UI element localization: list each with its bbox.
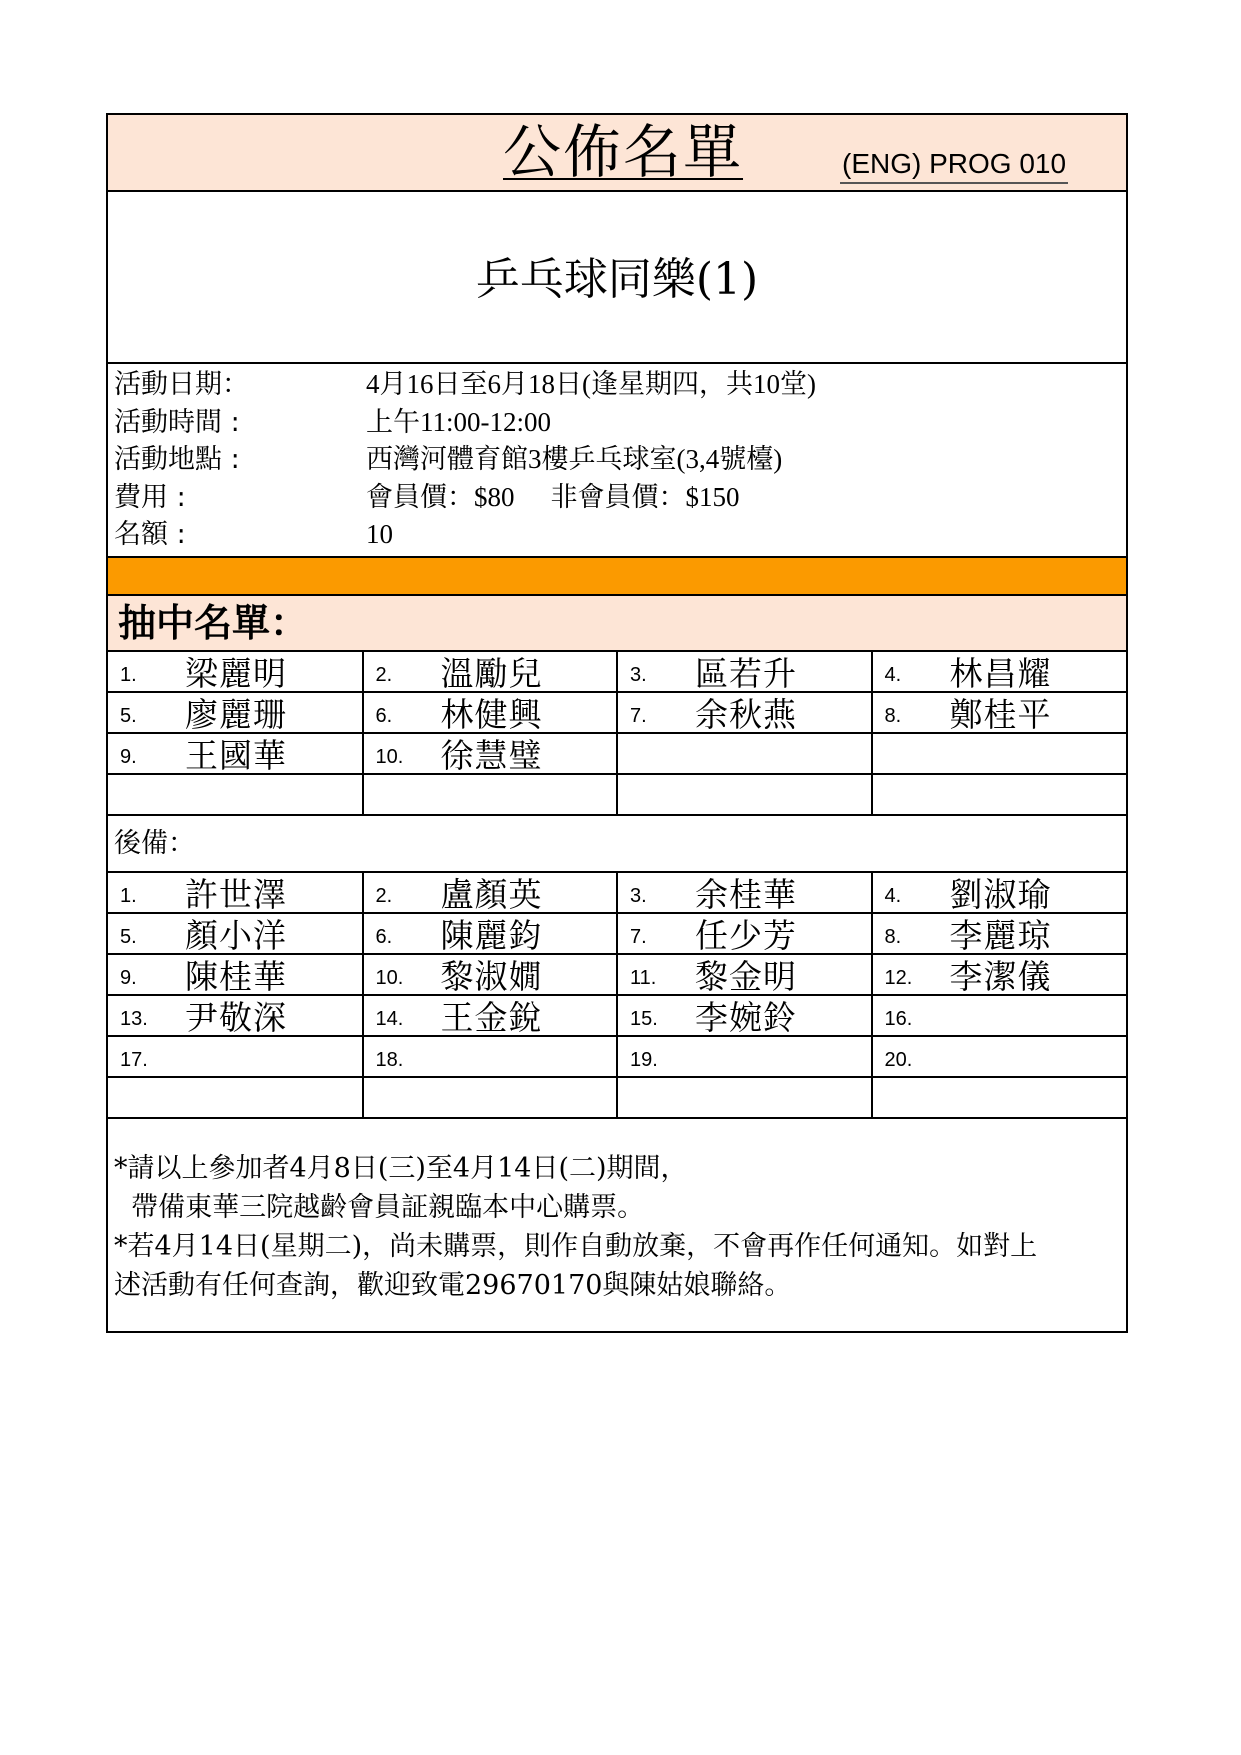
info-value: 10 [366,519,393,549]
name-cell [872,995,1127,1036]
drawn-heading-text: 抽中名單： [118,601,309,645]
divider-band [108,558,1126,596]
member-fee: 會員價：$80 [366,481,515,512]
name-cell [617,692,872,733]
participant-name: 王國華 [185,736,287,775]
name-cell [872,774,1127,815]
participant-name: 廖麗珊 [185,695,287,734]
participant-name: 李婉鈴 [695,998,797,1037]
entry-number: 10. [375,967,404,989]
info-row-fee [108,479,1126,517]
name-cell [363,1036,618,1077]
info-label: 名額 : [114,519,186,550]
info-label: 活動時間 : [114,406,240,438]
entry-number: 17. [120,1049,148,1071]
name-cell [872,733,1127,774]
name-cell [108,692,363,733]
name-cell [872,873,1127,913]
name-cell [363,954,618,995]
participant-name: 區若升 [695,654,797,693]
entry-number: 18. [375,1049,404,1071]
entry-number: 3. [630,885,647,907]
entry-number: 7. [630,926,647,948]
drawn-table [108,652,1126,816]
entry-number: 1. [120,885,137,907]
name-cell [872,692,1127,733]
info-row-time [108,404,1126,442]
table-row [108,913,1126,954]
notice-header [108,115,1126,192]
name-cell [363,913,618,954]
info-value: 4月16日至6月18日(逢星期四，共10堂) [366,369,816,399]
participant-name: 王金銳 [440,998,543,1037]
name-cell [617,873,872,913]
participant-name: 劉淑瑜 [949,875,1052,914]
participant-name: 尹敬深 [185,998,287,1037]
name-cell [363,652,618,692]
participant-name: 黎金明 [695,957,797,996]
name-cell [363,873,618,913]
name-cell [108,913,363,954]
table-row [108,774,1126,815]
participant-name: 盧顏英 [440,875,543,914]
participant-name: 鄭桂平 [949,695,1052,734]
table-row [108,733,1126,774]
participant-name: 顏小洋 [185,916,287,955]
participant-name: 林健興 [440,695,543,734]
name-cell [363,1077,618,1118]
entry-number: 5. [120,705,137,727]
info-value: 上午11:00-12:00 [366,406,551,437]
participant-name: 許世澤 [185,875,287,914]
participant-name: 李麗琼 [949,916,1052,955]
entry-number: 13. [120,1008,148,1030]
participant-name: 余秋燕 [695,695,797,734]
entry-number: 20. [884,1049,913,1071]
entry-number: 14. [375,1008,404,1030]
name-cell [108,774,363,815]
participant-name: 陳麗鈞 [440,916,543,955]
table-row [108,1036,1126,1077]
table-row [108,652,1126,692]
page-title: 公佈名單 [503,118,744,186]
name-cell [363,995,618,1036]
name-cell [872,1036,1127,1077]
name-cell [617,1036,872,1077]
info-row-venue [108,441,1126,479]
info-row-quota [108,516,1126,554]
entry-number: 6. [375,926,393,948]
participant-name: 余桂華 [695,875,797,914]
name-cell [617,995,872,1036]
name-cell [872,652,1127,692]
participant-name: 溫勵兒 [440,654,543,693]
activity-title-band [108,192,1126,364]
entry-number: 15. [630,1008,658,1030]
note-line: 帶備東華三院越齡會員証親臨本中心購票。 [114,1192,645,1223]
entry-number: 10. [375,746,404,768]
name-cell [617,774,872,815]
entry-number: 4. [884,664,902,686]
entry-number: 9. [120,746,137,768]
activity-info [108,364,1126,558]
entry-number: 8. [884,705,902,727]
participant-name: 梁麗明 [185,654,287,693]
name-cell [617,954,872,995]
drawn-list-heading [108,596,1126,652]
activity-title: 乒乓球同樂(1) [475,254,759,305]
reserve-list-heading [108,816,1126,873]
info-row-date [108,366,1126,404]
name-cell [108,1036,363,1077]
info-value [366,479,740,517]
name-cell [872,913,1127,954]
info-label: 費用 : [114,481,186,513]
name-cell [617,733,872,774]
name-cell [872,954,1127,995]
name-cell [872,1077,1127,1118]
name-cell [108,954,363,995]
name-cell [617,913,872,954]
name-cell [363,774,618,815]
participant-name: 李潔儀 [949,957,1052,996]
table-row [108,873,1126,913]
entry-number: 12. [884,967,913,989]
entry-number: 1. [120,664,137,686]
note-line: *請以上參加者4月8日(三)至4月14日(二)期間， [114,1153,688,1184]
note-line: *若4月14日(星期二)，尚未購票，則作自動放棄，不會再作任何通知。如對上 [114,1231,1038,1262]
entry-number: 9. [120,967,137,989]
entry-number: 19. [630,1049,658,1071]
name-cell [108,1077,363,1118]
entry-number: 5. [120,926,137,948]
table-row [108,692,1126,733]
name-cell [363,692,618,733]
entry-number: 2. [375,885,393,907]
name-cell [108,652,363,692]
name-cell [108,995,363,1036]
participant-name: 陳桂華 [185,957,287,996]
reserve-table [108,873,1126,1119]
info-label: 活動地點 : [114,444,240,475]
participant-name: 任少芳 [695,916,797,955]
participant-name: 黎淑嫺 [440,957,543,996]
reserve-heading-text: 後備： [114,828,195,859]
info-label: 活動日期： [114,369,249,400]
entry-number: 7. [630,705,647,727]
entry-number: 8. [884,926,902,948]
participant-name: 徐慧璧 [440,736,543,775]
entry-number: 3. [630,664,647,686]
notes [108,1119,1126,1331]
info-value: 西灣河體育館3樓乒乓球室(3,4號檯) [366,444,783,474]
table-row [108,1077,1126,1118]
name-cell [617,652,872,692]
name-cell [363,733,618,774]
name-cell [108,873,363,913]
notice-sheet [106,113,1128,1333]
name-cell [108,733,363,774]
table-row [108,954,1126,995]
name-cell [617,1077,872,1118]
table-row [108,995,1126,1036]
participant-name: 林昌耀 [949,654,1052,693]
entry-number: 4. [884,885,902,907]
non-member-fee: 非會員價：$150 [550,481,740,512]
entry-number: 2. [375,664,393,686]
entry-number: 16. [884,1008,913,1030]
note-line: 述活動有任何查詢，歡迎致電29670170與陳姑娘聯絡。 [114,1270,792,1301]
entry-number: 6. [375,705,393,727]
program-code: (ENG) PROG 010 [840,147,1068,184]
entry-number: 11. [630,967,657,989]
